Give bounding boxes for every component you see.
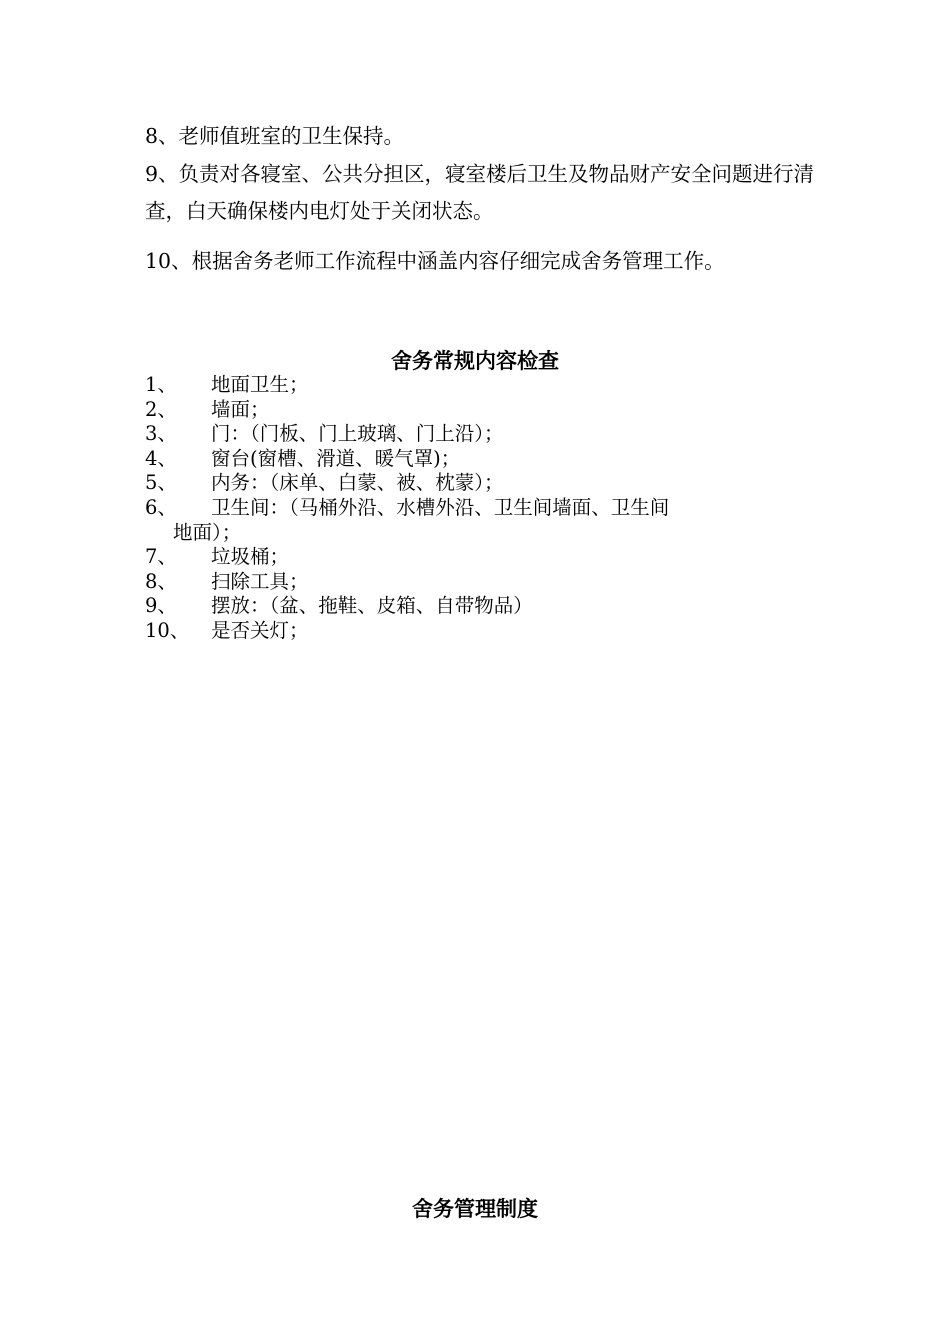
list-item-text: 是否关灯； xyxy=(211,618,309,642)
list-item-text: 扫除工具； xyxy=(211,569,309,593)
list-item-text: 摆放：（盆、拖鞋、皮箱、自带物品） xyxy=(211,594,533,618)
list-item-number: 3、 xyxy=(145,422,177,446)
list-item xyxy=(145,496,825,545)
list-item-number: 8、 xyxy=(145,569,177,593)
list-item-number: 4、 xyxy=(145,446,177,470)
list-item-text: 窗台(窗槽、滑道、暖气罩)； xyxy=(211,446,461,470)
paragraph-item-8: 8、老师值班室的卫生保持。 xyxy=(145,124,405,148)
list-item-text: 内务：（床单、白蒙、被、枕蒙）； xyxy=(211,471,504,495)
list-item-number: 1、 xyxy=(145,373,177,396)
list-item xyxy=(145,471,825,496)
list-item-number: 9、 xyxy=(145,594,177,618)
list-item-number: 5、 xyxy=(145,471,177,495)
list-item-text: 垃圾桶； xyxy=(211,545,290,569)
list-item-text: 地面卫生； xyxy=(211,373,309,396)
list-item-text-continuation: 地面）； xyxy=(173,520,242,544)
paragraph-item-10: 10、根据舍务老师工作流程中涵盖内容仔细完成舍务管理工作。 xyxy=(145,249,725,273)
section-title-dorm-management-rules: 舍务管理制度 xyxy=(412,1197,538,1221)
list-item xyxy=(145,447,825,472)
list-item-text: 墙面； xyxy=(211,397,270,421)
paragraph-item-9: 9、负责对各寝室、公共分担区，寝室楼后卫生及物品财产安全问题进行清查，白天确保楼内电灯处于关闭状态。 xyxy=(145,162,815,223)
list-item xyxy=(145,545,825,570)
list-item-number: 7、 xyxy=(145,545,177,569)
list-item xyxy=(145,373,825,398)
list-item xyxy=(145,619,825,644)
inspection-checklist xyxy=(145,373,825,644)
list-item-number: 6、 xyxy=(145,495,177,519)
list-item-text: 卫生间：（马桶外沿、水槽外沿、卫生间墙面、卫生间 xyxy=(211,495,670,519)
list-item-number: 2、 xyxy=(145,397,177,421)
list-item xyxy=(145,422,825,447)
list-item-number: 10、 xyxy=(145,618,190,642)
list-item xyxy=(145,398,825,423)
list-item xyxy=(145,570,825,595)
section-title-dorm-inspection: 舍务常规内容检查 xyxy=(391,349,559,373)
list-item xyxy=(145,594,825,619)
list-item-text: 门：（门板、门上玻璃、门上沿）； xyxy=(211,422,504,446)
